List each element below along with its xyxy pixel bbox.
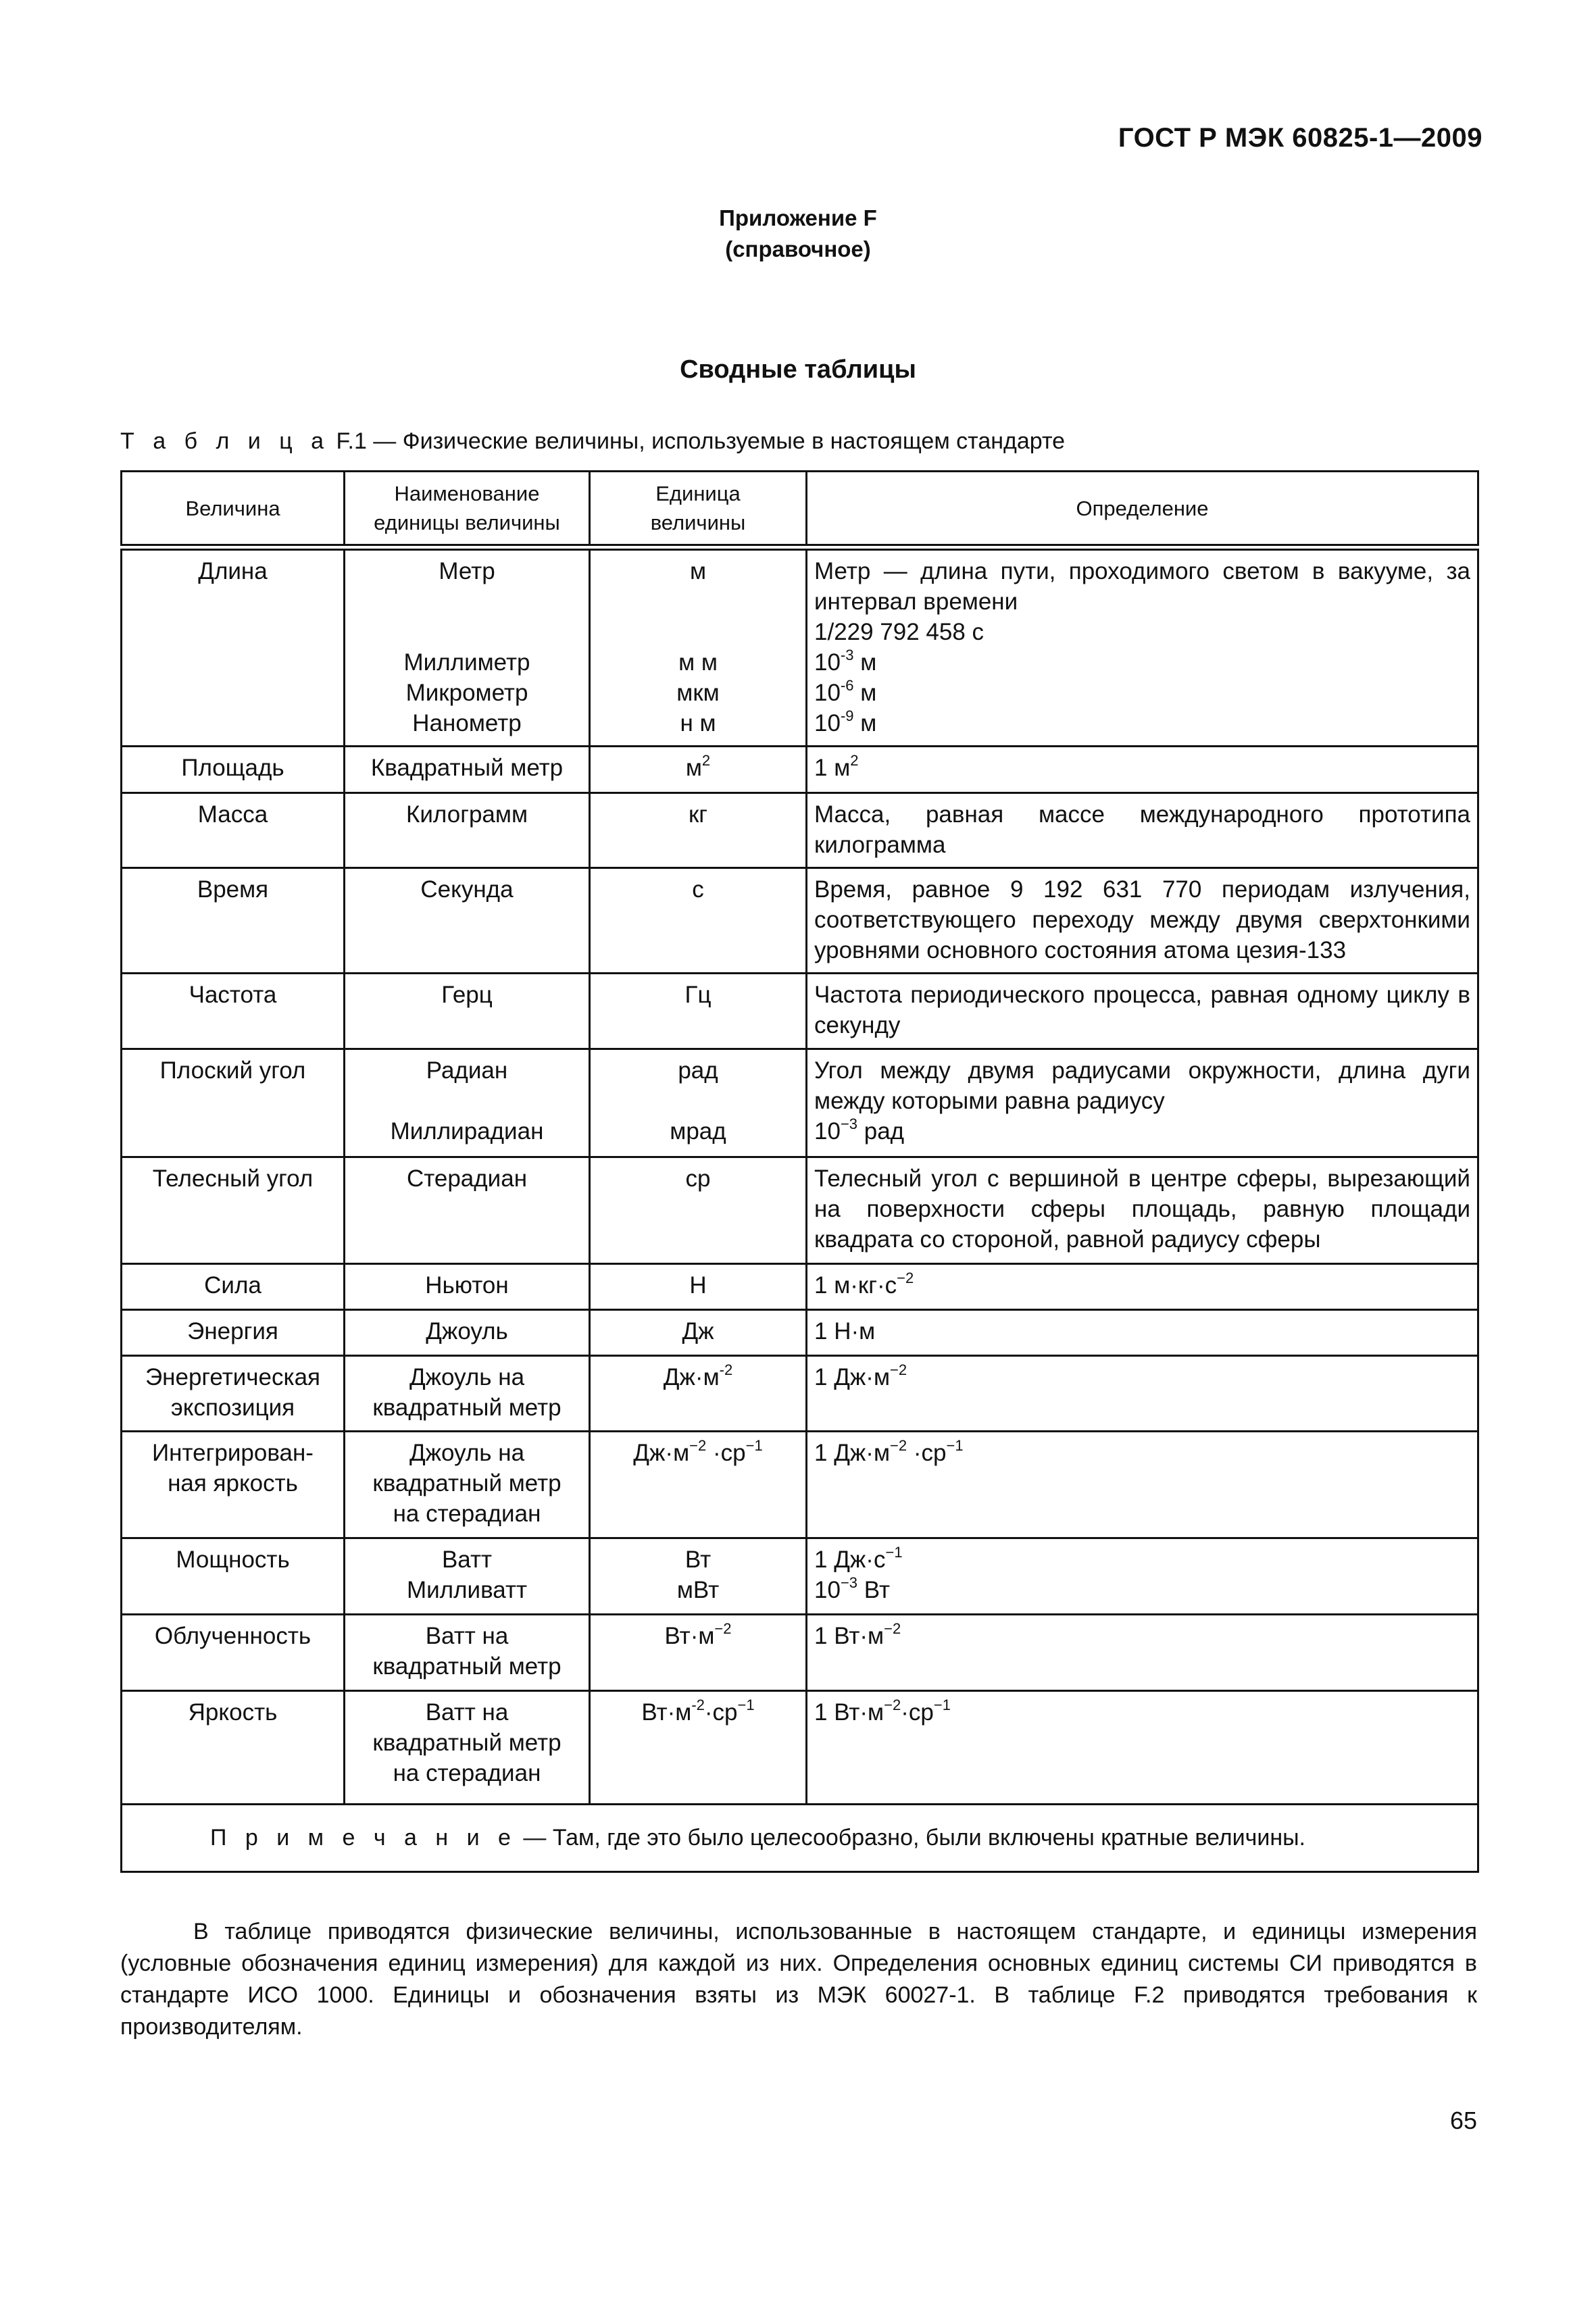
cell-unit-name: Герц [345, 974, 590, 1049]
cell-line: н м [680, 710, 716, 736]
cell-quantity [122, 1432, 345, 1538]
cell-quantity: Облученность [122, 1615, 345, 1691]
header-quantity: Величина [122, 472, 345, 548]
table-note [122, 1805, 1478, 1872]
table-row [122, 1157, 1478, 1264]
cell-unit-name: Секунда [345, 868, 590, 974]
cell-line: экспозиция [170, 1394, 295, 1421]
table-row [122, 1538, 1478, 1615]
cell-definition: 1 $м^2$ [807, 747, 1478, 793]
cell-unit [590, 547, 807, 747]
table-row [122, 793, 1478, 868]
table-row [122, 1615, 1478, 1691]
cell-unit: $Дж\cdot м^{-2}$ [590, 1356, 807, 1432]
cell-quantity: Яркость [122, 1691, 345, 1805]
table-row [122, 1356, 1478, 1432]
note-text: — Там, где это было целесообразно, были включены кратные величины. [516, 1825, 1305, 1851]
cell-unit: Гц [590, 974, 807, 1049]
cell-unit-name [345, 1615, 590, 1691]
cell-unit-name [345, 1049, 590, 1157]
cell-quantity: Энергия [122, 1310, 345, 1356]
cell-definition: 1 $Вт\cdot м^{-2}\cdot ср^{-1}$ [807, 1691, 1478, 1805]
body-paragraph: В таблице приводятся физические величины, использованные в настоящем стандарте, и единицы измерения (условные обозначения единиц измерения) для каждой из них. Определения основных единиц системы СИ приводятся в стандарте ИСО 1000. Единицы и обозначения взяты из МЭК 60027-1. В таблице F.2 приводятся требования к производителям. [120, 1919, 1477, 2040]
cell-line: мВт [676, 1577, 720, 1603]
standard-code: ГОСТ Р МЭК 60825-1—2009 [1118, 123, 1482, 153]
cell-unit-name: Стерадиан [345, 1157, 590, 1264]
cell-line: 1 $Дж\cdot с^{-1}$ [814, 1544, 903, 1573]
cell-definition: 1 $Вт\cdot м^{-2}$ [807, 1615, 1478, 1691]
header-line: Единица [655, 482, 741, 505]
cell-unit: ср [590, 1157, 807, 1264]
cell-line: м м [678, 649, 718, 676]
cell-unit [590, 1538, 807, 1615]
annex-subtitle: (справочное) [725, 236, 871, 261]
cell-line: Миллиметр [403, 649, 530, 676]
cell-definition: 1 Н·м [807, 1310, 1478, 1356]
cell-line: квадратный метр [372, 1653, 562, 1680]
cell-line: $10^{-3}$ м [814, 647, 877, 676]
cell-line: Метр [439, 558, 495, 584]
cell-line: Угол между двумя радиусами окружности, длина дуги между которыми равна радиусу [814, 1057, 1470, 1114]
cell-definition: Время, равное 9 192 631 770 периодам излучения, соответствующего переходу между двумя сверхтонкими уровнями основного состояния атома цезия-133 [807, 868, 1478, 974]
header-line: Наименование [394, 482, 540, 505]
cell-line: $10^{-9}$ м [814, 707, 877, 736]
table-caption-text: F.1 — Физические величины, используемые в настоящем стандарте [330, 428, 1066, 454]
cell-unit-name [345, 1432, 590, 1538]
cell-line: Джоуль на [409, 1440, 525, 1466]
cell-quantity [122, 1356, 345, 1432]
table-caption [120, 428, 1065, 455]
cell-unit: $Дж\cdot м^{-2} \cdot ср^{-1}$ [590, 1432, 807, 1538]
cell-definition: 1 $Дж\cdot м^{-2} \cdot ср^{-1}$ [807, 1432, 1478, 1538]
cell-unit: Н [590, 1264, 807, 1310]
cell-unit: кг [590, 793, 807, 868]
cell-line: квадратный метр [372, 1730, 562, 1756]
cell-unit-name: Джоуль [345, 1310, 590, 1356]
note-prefix: П р и м е ч а н и е [210, 1825, 517, 1851]
cell-quantity: Масса [122, 793, 345, 868]
cell-definition [807, 1538, 1478, 1615]
cell-unit-name: Килограмм [345, 793, 590, 868]
cell-line: рад [678, 1057, 718, 1084]
cell-unit-name: Ньютон [345, 1264, 590, 1310]
cell-quantity: Сила [122, 1264, 345, 1310]
table-row [122, 974, 1478, 1049]
table-row [122, 747, 1478, 793]
header-line: величины [650, 511, 746, 534]
cell-line: квадратный метр [372, 1394, 562, 1421]
cell-line: Вт [684, 1546, 712, 1573]
cell-line: квадратный метр [372, 1470, 562, 1496]
table-row [122, 1049, 1478, 1157]
cell-line: Ватт на [425, 1699, 509, 1726]
table-row [122, 1310, 1478, 1356]
cell-line: Милливатт [406, 1577, 528, 1603]
cell-line: 1/229 792 458 с [814, 619, 984, 645]
cell-line: Метр — длина пути, проходимого светом в вакууме, за интервал времени [814, 558, 1470, 615]
cell-unit: $Вт\cdot м^{-2}\cdot ср^{-1}$ [590, 1691, 807, 1805]
cell-quantity: Плоский угол [122, 1049, 345, 1157]
cell-line: Интегрирован- [152, 1440, 314, 1466]
cell-quantity: Время [122, 868, 345, 974]
cell-line: Джоуль на [409, 1364, 525, 1390]
cell-unit: Дж [590, 1310, 807, 1356]
cell-unit-name [345, 1356, 590, 1432]
table-row [122, 1691, 1478, 1805]
cell-quantity: Площадь [122, 747, 345, 793]
cell-quantity: Длина [122, 547, 345, 747]
page-number: 65 [1449, 2107, 1477, 2134]
units-table [120, 470, 1479, 1873]
cell-definition [807, 1049, 1478, 1157]
cell-line: $10^{-3}$ Вт [814, 1574, 890, 1603]
cell-unit [590, 1049, 807, 1157]
cell-line: $10^{-3}$ рад [814, 1115, 905, 1145]
table-row [122, 1432, 1478, 1538]
cell-line: Нанометр [412, 710, 522, 736]
cell-line: мрад [670, 1118, 726, 1145]
table-caption-prefix: Т а б л и ц а [120, 428, 330, 454]
cell-definition: Частота периодического процесса, равная одному циклу в секунду [807, 974, 1478, 1049]
cell-definition [807, 547, 1478, 747]
table-row [122, 1264, 1478, 1310]
cell-unit-name: Квадратный метр [345, 747, 590, 793]
header-line: единицы величины [374, 511, 560, 534]
cell-unit-name [345, 1538, 590, 1615]
cell-definition: Телесный угол с вершиной в центре сферы, вырезающий на поверхности сферы площадь, равную площади квадрата со стороной, равной радиусу сферы [807, 1157, 1478, 1264]
table-note-row [122, 1805, 1478, 1872]
table-row [122, 868, 1478, 974]
cell-line: Миллирадиан [390, 1118, 544, 1145]
cell-line: Ватт [441, 1546, 493, 1573]
section-title: Сводные таблицы [680, 355, 916, 384]
cell-quantity: Мощность [122, 1538, 345, 1615]
cell-definition: 1 $Дж\cdot м^{-2}$ [807, 1356, 1478, 1432]
cell-line: Энергетическая [145, 1364, 320, 1390]
cell-definition: Масса, равная массе международного прототипа килограмма [807, 793, 1478, 868]
header-definition: Определение [807, 472, 1478, 548]
annex-heading [0, 203, 1596, 265]
cell-line: мкм [676, 680, 720, 706]
cell-line: Микрометр [405, 680, 528, 706]
cell-unit: $Вт\cdot м^{-2}$ [590, 1615, 807, 1691]
cell-definition: 1 $м\cdot кг\cdot с^{-2}$ [807, 1264, 1478, 1310]
table-header-row [122, 472, 1478, 548]
cell-line: Ватт на [425, 1623, 509, 1649]
cell-line: $10^{-6}$ м [814, 677, 877, 706]
cell-line: на стерадиан [393, 1760, 541, 1786]
header-unit-name [345, 472, 590, 548]
cell-line: ная яркость [168, 1470, 298, 1496]
annex-title: Приложение F [719, 205, 877, 230]
table-row [122, 547, 1478, 747]
cell-unit-name [345, 1691, 590, 1805]
header-unit [590, 472, 807, 548]
cell-line: на стерадиан [393, 1501, 541, 1527]
cell-line: Радиан [426, 1057, 508, 1084]
cell-line: м [689, 558, 707, 584]
cell-quantity: Телесный угол [122, 1157, 345, 1264]
cell-unit-name [345, 547, 590, 747]
cell-quantity: Частота [122, 974, 345, 1049]
cell-unit: $м^2$ [590, 747, 807, 793]
cell-unit: с [590, 868, 807, 974]
